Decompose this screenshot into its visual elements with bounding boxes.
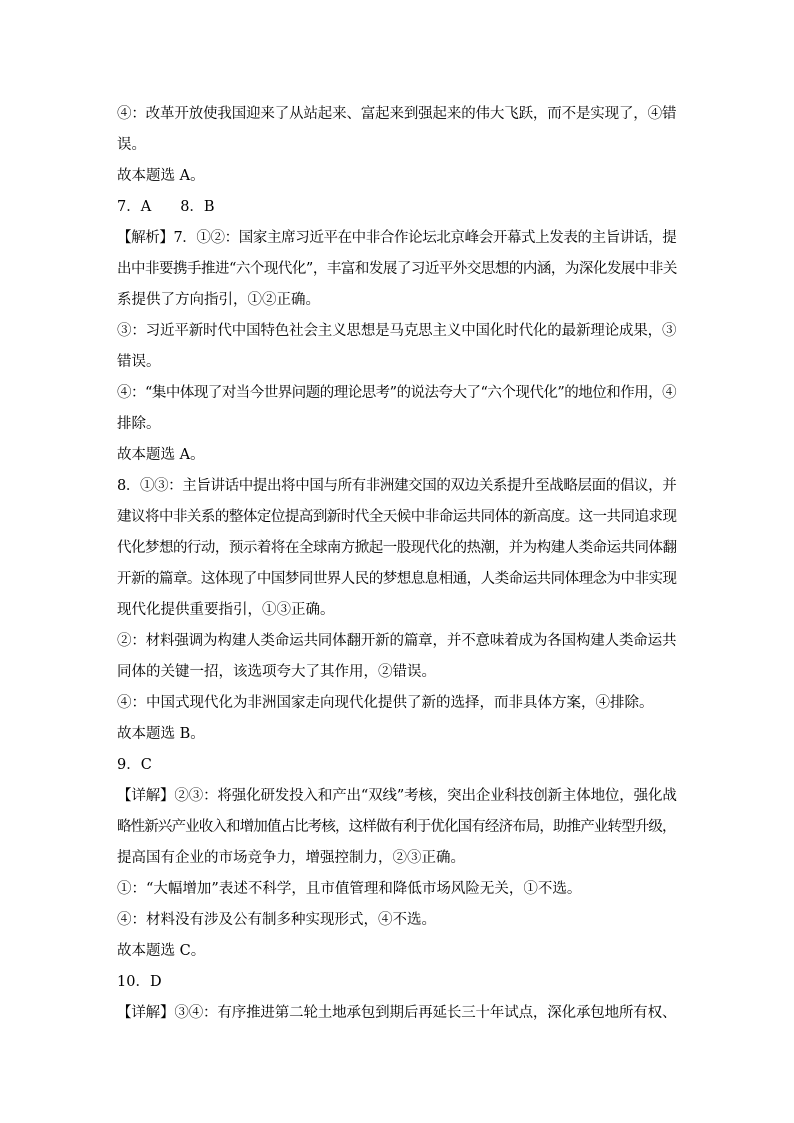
text-line: ③：习近平新时代中国特色社会主义思想是马克思主义中国化时代化的最新理论成果，③ bbox=[117, 323, 677, 339]
text-line: 错误。 bbox=[117, 354, 161, 370]
answer-explanation-text bbox=[117, 99, 677, 1029]
text-line: 【详解】③④：有序推进第二轮土地承包到期后再延长三十年试点，深化承包地所有权、 bbox=[117, 1005, 677, 1021]
text-line: 10．D bbox=[117, 974, 162, 990]
text-line: 【解析】7．①②：国家主席习近平在中非合作论坛北京峰会开幕式上发表的主旨讲话，提 bbox=[117, 230, 677, 246]
text-line: 略性新兴产业收入和增加值占比考核，这样做有利于优化国有经济布局，助推产业转型升级， bbox=[117, 819, 676, 835]
text-line: 现代化提供重要指引，①③正确。 bbox=[117, 602, 335, 618]
text-line: 排除。 bbox=[117, 416, 161, 432]
text-line: 9．C bbox=[117, 757, 152, 773]
text-line: ④：“集中体现了对当今世界问题的理论思考”的说法夸大了“六个现代化”的地位和作用，④ bbox=[117, 385, 677, 401]
text-line: ①：“大幅增加”表述不科学，且市值管理和降低市场风险无关，①不选。 bbox=[117, 881, 582, 897]
text-line: 7．A 8．B bbox=[117, 199, 215, 215]
text-line: 代化梦想的行动，预示着将在全球南方掀起一股现代化的热潮，并为构建人类命运共同体翻 bbox=[117, 540, 677, 556]
text-line: 开新的篇章。这体现了中国梦同世界人民的梦想息息相通，人类命运共同体理念为中非实现 bbox=[117, 571, 677, 587]
text-line: 【详解】②③：将强化研发投入和产出“双线”考核，突出企业科技创新主体地位，强化战 bbox=[117, 788, 677, 804]
text-line: 故本题选 A。 bbox=[117, 447, 205, 463]
text-line: 系提供了方向指引，①②正确。 bbox=[117, 292, 320, 308]
text-line: ④：材料没有涉及公有制多种实现形式，④不选。 bbox=[117, 912, 436, 928]
text-line: ④：中国式现代化为非洲国家走向现代化提供了新的选择，而非具体方案，④排除。 bbox=[117, 695, 654, 711]
text-line: ④：改革开放使我国迎来了从站起来、富起来到强起来的伟大飞跃，而不是实现了，④错 bbox=[117, 106, 677, 122]
text-line: 同体的关键一招，该选项夸大了其作用，②错误。 bbox=[117, 664, 436, 680]
text-line: 8．①③：主旨讲话中提出将中国与所有非洲建交国的双边关系提升至战略层面的倡议，并 bbox=[117, 478, 677, 494]
text-line: 建议将中非关系的整体定位提高到新时代全天候中非命运共同体的新高度。这一共同追求现 bbox=[117, 509, 677, 525]
text-line: ②：材料强调为构建人类命运共同体翻开新的篇章，并不意味着成为各国构建人类命运共 bbox=[117, 633, 677, 649]
text-line: 故本题选 B。 bbox=[117, 726, 205, 742]
text-line: 提高国有企业的市场竞争力，增强控制力，②③正确。 bbox=[117, 850, 465, 866]
text-line: 出中非要携手推进“六个现代化”，丰富和发展了习近平外交思想的内涵，为深化发展中非关 bbox=[117, 261, 677, 277]
text-line: 误。 bbox=[117, 137, 146, 153]
text-line: 故本题选 C。 bbox=[117, 943, 206, 959]
text-line: 故本题选 A。 bbox=[117, 168, 205, 184]
